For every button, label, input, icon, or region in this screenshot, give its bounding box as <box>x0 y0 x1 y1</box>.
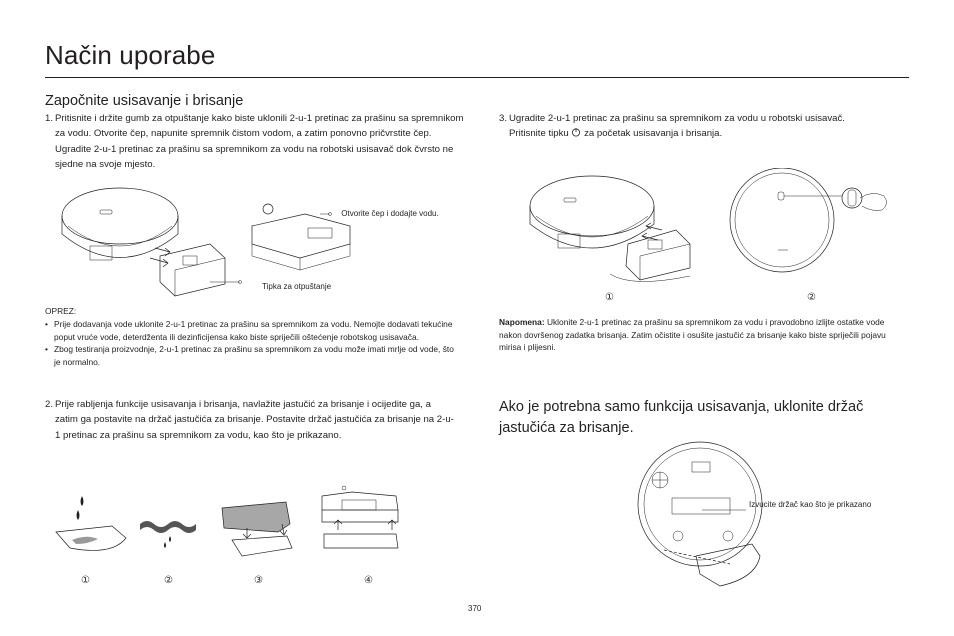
marker-4: ④ <box>364 575 373 586</box>
step-3-text: Ugradite 2-u-1 pretinac za prašinu sa spremnikom za vodu u robotski usisavač. <box>509 113 845 124</box>
step-3-text-pre: Pritisnite tipku <box>509 128 569 140</box>
step-number: 1. <box>45 113 54 124</box>
step-1-text: Pritisnite i držite gumb za otpuštanje kako biste uklonili 2-u-1 pretinac za prašinu sa spremnikom za vodu. Otvorite čep, napunite spremnik čistom vodom, a zatim ponovno pričvrstite čep. Ugradite 2-u-1 pretinac za prašinu sa spremnikom za vodu na robotski usisavač dok čvrsto ne sjedne na svoje mjesto. <box>55 113 464 170</box>
caution-item: • Zbog testiranja proizvodnje, 2-u-1 pretinac za prašinu sa spremnikom za vodu može imati mrlje od vode, što je normalno. <box>45 343 455 368</box>
figure-mop-steps <box>52 484 422 574</box>
figure-remove-mop-holder <box>636 440 776 595</box>
section-heading: Započnite usisavanje i brisanje <box>45 93 244 109</box>
step-3-text-2 <box>499 126 899 141</box>
step-number: 3. <box>499 113 508 124</box>
step-number: 2. <box>45 399 54 410</box>
step-3-text-post: za početak usisavanja i brisanja. <box>584 128 723 140</box>
step-3 <box>499 111 899 142</box>
label-open-cap: Otvorite čep i dodajte vodu. <box>341 209 439 218</box>
vacuum-only-heading: Ako je potrebna samo funkcija usisavanja, uklonite držač jastučića za brisanje. <box>499 399 864 436</box>
step-2 <box>45 397 455 443</box>
marker-3: ③ <box>254 575 263 586</box>
page-number: 370 <box>468 604 482 613</box>
caution-list <box>45 318 455 368</box>
label-remove-holder: Izvucite držač kao što je prikazano <box>749 500 872 509</box>
note-text: Uklonite 2-u-1 pretinac za prašinu sa spremnikom za vodu i pravodobno izlijte ostatke vode nakon dovršenog zadatka brisanja. Zatim očistite i osušite jastučić za brisanje kako biste spriječili pojavu mirisa i plijesni. <box>499 317 886 353</box>
step-2-text: Prije rabljenja funkcije usisavanja i brisanja, navlažite jastučić za brisanje i ocijedite ga, a zatim ga postavite na držač jastučića za brisanje. Postavite držač jastučića za brisanje na 2-u-1 pretinac za prašinu sa spremnikom za vodu, kao što je prikazano. <box>55 399 454 441</box>
caution-item: • Prije dodavanja vode uklonite 2-u-1 pretinac za prašinu sa spremnikom za vodu. Nemojte dodavati tekućine poput vruće vode, deterdženta ili dezinficijensa kako biste spriječili oštećenje robotskog usisavača. <box>45 318 455 343</box>
note-label: Napomena: <box>499 317 545 327</box>
marker-1: ① <box>605 292 614 303</box>
power-button-icon <box>571 127 581 137</box>
page-title: Način uporabe <box>45 40 216 70</box>
marker-1: ① <box>81 575 90 586</box>
marker-2: ② <box>164 575 173 586</box>
caution-title: OPREZ: <box>45 306 77 316</box>
step-1 <box>45 111 465 172</box>
label-release-button: Tipka za otpuštanje <box>262 282 332 291</box>
note <box>499 316 909 354</box>
marker-2: ② <box>807 292 816 303</box>
figure-install-dustbin <box>522 168 912 290</box>
title-divider <box>45 77 909 78</box>
